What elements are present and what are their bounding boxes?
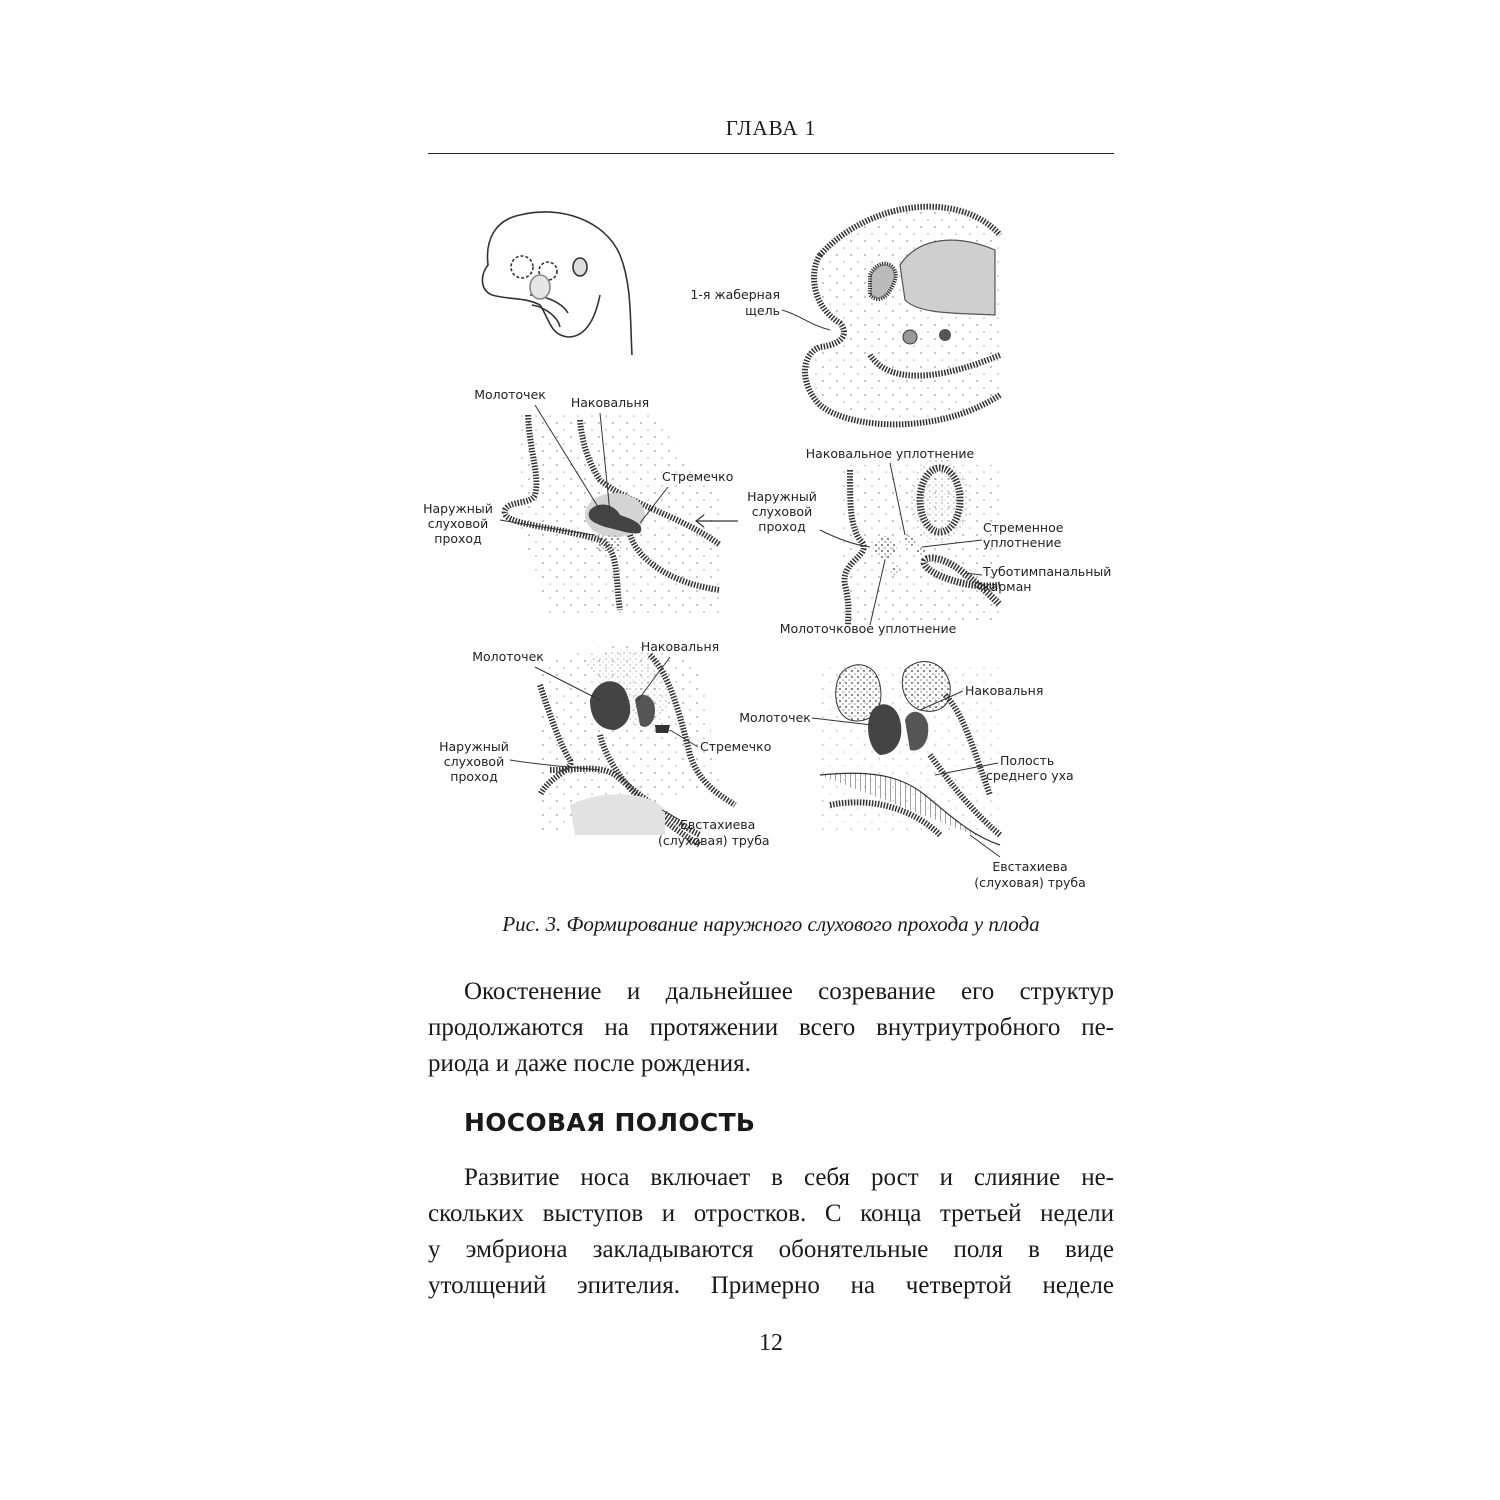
label-stapes-condensation-2: уплотнение xyxy=(983,535,1062,550)
label-ear-canal-1b: слуховой xyxy=(427,516,489,531)
label-stapes-condensation-1: Стременное xyxy=(983,520,1064,535)
label-gill-slit-line1: 1-я жаберная xyxy=(690,287,780,302)
ear-development-drawing-1 xyxy=(505,415,720,615)
label-eustachian-1b: (слуховая) труба xyxy=(658,833,770,848)
label-ear-canal-3a: Наружный xyxy=(439,739,509,754)
label-malleus-3: Молоточек xyxy=(739,710,811,725)
label-gill-slit-line2: щель xyxy=(745,303,780,318)
label-incus-3: Наковальня xyxy=(965,683,1044,698)
label-tubotympanic-2: карман xyxy=(983,579,1032,594)
label-ear-canal-3b: слуховой xyxy=(443,754,505,769)
label-ear-canal-2a: Наружный xyxy=(747,489,817,504)
label-malleus-condensation: Молоточковое уплотнение xyxy=(779,621,957,636)
label-ear-canal-1c: проход xyxy=(434,531,482,546)
label-malleus-1: Молоточек xyxy=(474,387,546,402)
label-eustachian-2b: (слуховая) труба xyxy=(974,875,1086,890)
label-incus-1: Наковальня xyxy=(570,395,650,410)
label-eustachian-1a: Евстахиева xyxy=(680,817,756,832)
paragraph-line: продолжаются на протяжении всего внутриутробного пе- xyxy=(428,1014,1114,1041)
section-heading: НОСОВАЯ ПОЛОСТЬ xyxy=(464,1108,756,1137)
chapter-header: ГЛАВА 1 xyxy=(725,116,817,140)
label-ear-canal-2c: проход xyxy=(758,519,806,534)
paragraph-line: скольких выступов и отростков. С конца третьей недели xyxy=(428,1200,1114,1227)
label-ear-canal-3c: проход xyxy=(450,769,498,784)
paragraph-line: Развитие носа включает в себя рост и слияние не- xyxy=(464,1164,1114,1191)
label-middle-ear-1: Полость xyxy=(1000,753,1055,768)
label-eustachian-2a: Евстахиева xyxy=(992,859,1068,874)
figure-ear-development xyxy=(400,195,1140,905)
label-ear-canal-1a: Наружный xyxy=(423,501,493,516)
header-divider xyxy=(428,153,1114,154)
embryo-head-drawing xyxy=(482,212,632,355)
label-stapes-1: Стремечко xyxy=(662,469,734,484)
paragraph-line: у эмбриона закладываются обонятельные поля в виде xyxy=(428,1236,1114,1263)
label-middle-ear-2: среднего уха xyxy=(986,768,1074,783)
paragraph-line: утолщений эпителия. Примерно на четвертой неделе xyxy=(428,1272,1114,1299)
paragraph-line: риода и даже после рождения. xyxy=(428,1050,751,1077)
page-number: 12 xyxy=(759,1330,783,1356)
label-malleus-2: Молоточек xyxy=(472,649,544,664)
paragraph-line: Окостенение и дальнейшее созревание его структур xyxy=(464,978,1114,1005)
gill-slit-drawing xyxy=(803,207,1001,425)
paragraph-nose-development xyxy=(428,1160,1114,1304)
label-ear-canal-2b: слуховой xyxy=(751,504,813,519)
figure-caption: Рис. 3. Формирование наружного слухового прохода у плода xyxy=(502,912,1040,936)
label-tubotympanic-1: Туботимпанальный xyxy=(983,564,1112,579)
ear-development-drawing-2 xyxy=(840,458,1000,625)
paragraph-ossification xyxy=(428,974,1114,1082)
label-stapes-2: Стремечко xyxy=(700,739,772,754)
label-incus-2: Наковальня xyxy=(640,639,720,654)
figure-illustration xyxy=(400,195,1140,905)
label-incus-condensation: Наковальное уплотнение xyxy=(805,446,975,461)
